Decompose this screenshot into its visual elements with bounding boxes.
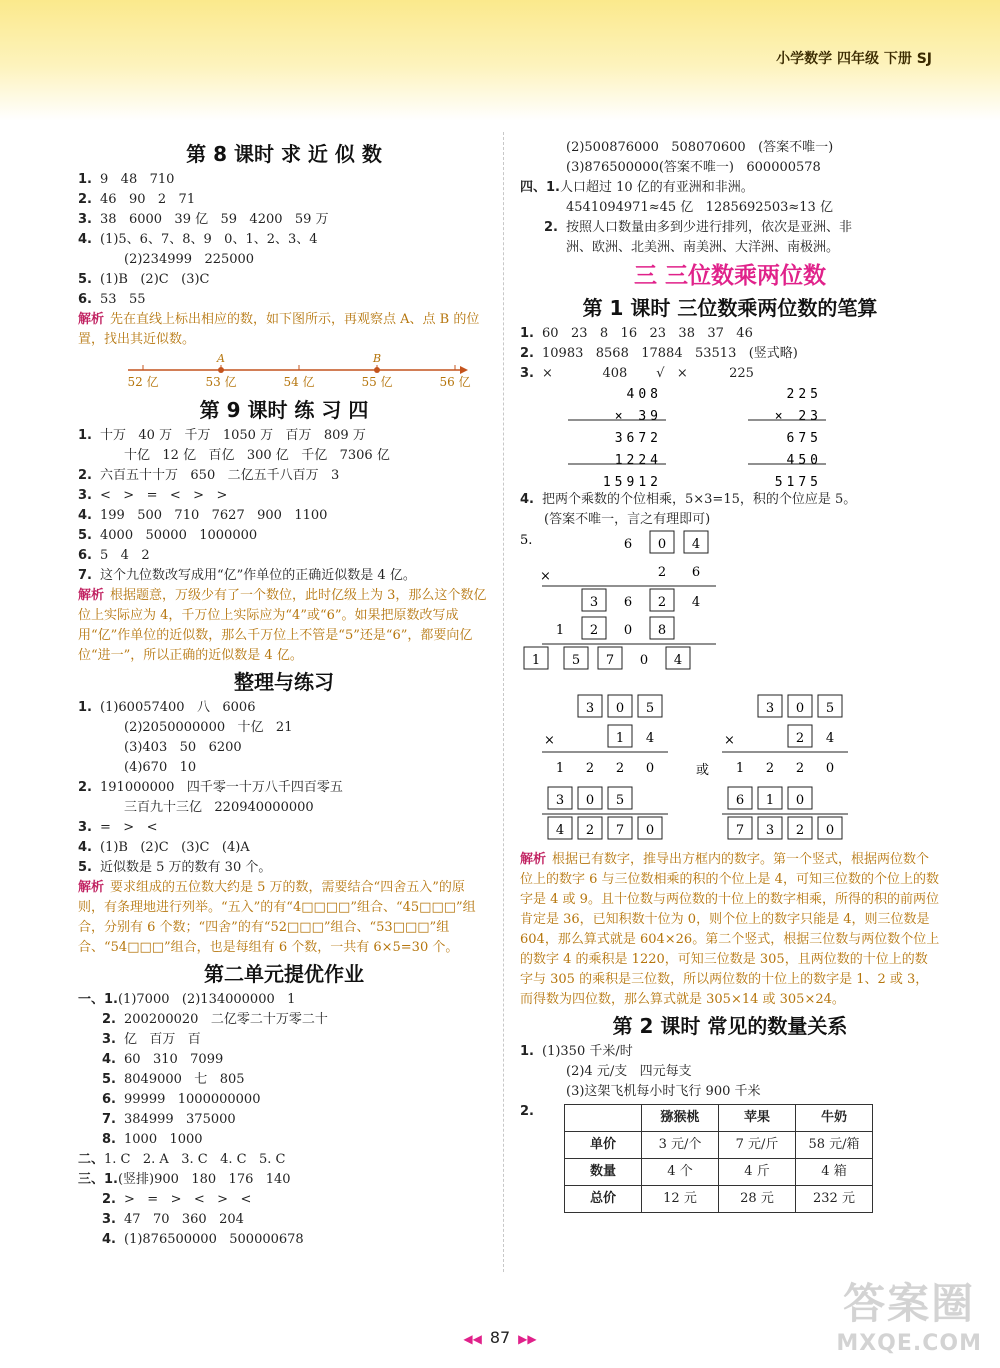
- answer-line: 4. 199 500 710 7627 900 1100: [78, 508, 328, 523]
- puzzle-digit: 7: [615, 823, 625, 838]
- left-column: [78, 138, 490, 1250]
- table-cell: 7 元/斤: [719, 1132, 796, 1159]
- lesson1-lines: [520, 324, 940, 384]
- answer-line: (3)这架飞机每小时飞行 900 千米: [566, 1084, 761, 1099]
- lesson8-lines: [78, 170, 490, 310]
- answer-line: 2. 191000000 四千零一十万八千四百零五: [78, 780, 343, 795]
- answer-line: 3. × 408 √ × 225: [520, 366, 754, 381]
- answer-line: 洲、欧洲、北美洲、南美洲、大洋洲、南极洲。: [566, 240, 840, 255]
- number-line-label: 53 亿: [205, 375, 237, 389]
- calc-row: 225: [786, 387, 822, 402]
- puzzle-digit: 1: [555, 623, 565, 638]
- puzzle-digit: 0: [825, 823, 835, 838]
- answer-line: 3. 38 6000 39 亿 59 4200 59 万: [78, 212, 329, 227]
- puzzle-digit: 2: [615, 761, 625, 776]
- review-explain: 解析 要求组成的五位数大约是 5 万的数，需要结合“四舍五入”的原则，有条理地进行列举。“五入”的有“4□□□□”组合、“45□□□”组合，分别有 6 个数；“四舍”的有“52□□□”组合、“53□□□”组合、“54□□□”组合，也是每组有 6 个数，一共有 6×5=30 个。: [78, 880, 476, 955]
- puzzle-digit: 1: [765, 793, 775, 808]
- puzzle-digit: 3: [589, 595, 599, 610]
- continued-lines: [520, 138, 940, 258]
- puzzle-digit: 3: [555, 793, 565, 808]
- puzzle-digit: 7: [605, 653, 615, 668]
- number-line-point: [374, 367, 380, 373]
- answer-line: 5. 近似数是 5 万的数有 30 个。: [78, 860, 272, 875]
- table-cell: 4 斤: [719, 1159, 796, 1186]
- lesson8-title: 第 8 课时 求 近 似 数: [186, 142, 382, 166]
- calc-row: 3672: [614, 431, 662, 446]
- calc-row: 675: [786, 431, 822, 446]
- puzzle-digit: 4: [673, 653, 683, 668]
- page-number: ◀◀ 87 ▶▶: [463, 1328, 537, 1347]
- answer-line: 3. 47 70 360 204: [102, 1212, 244, 1227]
- lesson9-explain: 解析 根据题意，万级少有了一个数位，此时亿级上为 3，那么这个数亿位上实际应为 4，千万位上实际应为“4”或“6”。如果把原数改写成用“亿”作单位的近似数，那么千万位上不管是“5”还是“6”，都要向亿位“进一”，所以正确的近似数是 4 亿。: [78, 588, 487, 663]
- answer-line: 6. 5 4 2: [78, 548, 150, 563]
- quantity-table: [564, 1104, 873, 1213]
- calc-row: 450: [786, 453, 822, 468]
- answer-line: 2. 按照人口数量由多到少进行排列，依次是亚洲、非: [544, 220, 853, 235]
- answer-line: 2. 200200020 二亿零二十万零二十: [102, 1012, 328, 1027]
- calc-row: × 39: [614, 409, 662, 424]
- answer-line: 4. (1)5、6、7、8、9 0、1、2、3、4: [78, 232, 318, 247]
- answer-line: 2. > = > < > <: [102, 1192, 252, 1207]
- answer-line: 4. (1)B (2)C (3)C (4)A: [78, 840, 250, 855]
- puzzle-symbol: ×: [724, 733, 735, 748]
- puzzle-digit: 4: [691, 537, 701, 552]
- table-cell: 232 元: [796, 1186, 873, 1213]
- puzzle-digit: 2: [795, 761, 805, 776]
- number-line-label: 52 亿: [127, 375, 159, 389]
- table-cell: 数量: [565, 1159, 642, 1186]
- calc-row: 1224: [614, 453, 662, 468]
- lesson1-explain: 解析 根据已有数字，推导出方框内的数字。第一个竖式，根据两位数个位上的数字 6 与三位数相乘的积的个位上是 4，可知三位数的个位上的数字是 4 或 9。且十位数与两位数的十位上的数字相乘，所得的积的前两位肯定是 36，已知积数十位为 0，则个位上的数字只能是 4，则三位数是 604，那么算式就是 604×26。第二个竖式，根据三位数与两位数个位上的数字 4 的乘积是 1220，可知三位数是 305，且两位数的十位上的数字与 305 的乘积是三位数，所以两位数的十位上的数字是 1、2 或 3，而得数为四位数，那么算式就是 305×14 或 305×24。: [520, 852, 940, 1007]
- unit2-title: 第二单元提优作业: [204, 962, 364, 986]
- table-header: [565, 1105, 642, 1132]
- answer-line: 3. < > = < > >: [78, 488, 228, 503]
- puzzle-digit: 0: [615, 701, 625, 716]
- puzzle-symbol: 5.: [520, 533, 533, 548]
- calc-row: × 23: [774, 409, 822, 424]
- answer-line: 5. 8049000 七 805: [102, 1072, 245, 1087]
- puzzle-digit: 2: [585, 823, 595, 838]
- calc-svg: [520, 384, 940, 490]
- answer-line: (2)4 元/支 四元每支: [566, 1064, 692, 1079]
- answer-line: 4541094971≈45 亿 1285692503≈13 亿: [566, 200, 833, 215]
- answer-line: 1. 60 23 8 16 23 38 37 46: [520, 326, 753, 341]
- number-line-label: 54 亿: [283, 375, 315, 389]
- review-lines: [78, 698, 490, 878]
- puzzle-digit: 2: [589, 623, 599, 638]
- q4-line: 4. 把两个乘数的个位相乘，5×3=15，积的个位应是 5。: [520, 492, 857, 507]
- table-cell: 4 个: [642, 1159, 719, 1186]
- puzzle-digit: 3: [765, 823, 775, 838]
- puzzle-digit: 0: [657, 537, 667, 552]
- column-divider: [503, 132, 504, 1272]
- puzzle-digit: 8: [657, 623, 667, 638]
- table-row: [565, 1132, 873, 1159]
- number-line-label: 56 亿: [439, 375, 471, 389]
- puzzle-digit: 6: [691, 565, 701, 580]
- puzzle-digit: 6: [735, 793, 745, 808]
- calc-row: 408: [626, 387, 662, 402]
- unit2-lines: [78, 990, 490, 1250]
- answer-line: 8. 1000 1000: [102, 1132, 203, 1147]
- answer-line: 三百九十三亿 220940000000: [124, 800, 314, 815]
- puzzle-digit: 1: [555, 761, 565, 776]
- puzzle-digit: 5: [645, 701, 655, 716]
- answer-line: (2)234999 225000: [124, 252, 255, 267]
- puzzle-digit: 1: [531, 653, 541, 668]
- answer-line: 6. 53 55: [78, 292, 146, 307]
- answer-line: 2. 10983 8568 17884 53513 (竖式略): [520, 346, 798, 361]
- answer-line: 四、1.人口超过 10 亿的有亚洲和非洲。: [520, 180, 754, 195]
- table-cell: 12 元: [642, 1186, 719, 1213]
- quantity-table-wrap: 2. 猕猴桃 苹果 牛奶 单价 3 元/个 7 元/斤 58 元/箱 数量 4 个 4 斤 4 箱 总价 12 元 28 元 232 元: [520, 1102, 940, 1213]
- answer-line: 7. 384999 375000: [102, 1112, 236, 1127]
- answer-line: 6. 99999 1000000000: [102, 1092, 261, 1107]
- puzzle-digit: 0: [645, 823, 655, 838]
- lesson9-lines: [78, 426, 490, 586]
- answer-line: 三、1.(竖排)900 180 176 140: [78, 1172, 291, 1187]
- answer-line: (2)500876000 508070600 (答案不唯一): [566, 140, 834, 155]
- puzzle-digit: 0: [795, 793, 805, 808]
- puzzle-digit: 6: [623, 595, 633, 610]
- puzzle-svg: [520, 530, 940, 850]
- answer-line: (3)403 50 6200: [124, 740, 242, 755]
- puzzle-digit: 6: [623, 537, 633, 552]
- vertical-calculations: [520, 384, 940, 490]
- puzzle-digit: 0: [585, 793, 595, 808]
- answer-line: 5. 4000 50000 1000000: [78, 528, 258, 543]
- prev-arrows-icon: ◀◀: [463, 1332, 482, 1346]
- answer-line: (3)876500000(答案不唯一) 600000578: [566, 160, 821, 175]
- puzzle-symbol: ×: [544, 733, 555, 748]
- puzzle-digit: 0: [623, 623, 633, 638]
- answer-line: 5. (1)B (2)C (3)C: [78, 272, 210, 287]
- answer-line: 1. 十万 40 万 千万 1050 万 百万 809 万: [78, 428, 366, 443]
- lesson2-lines: [520, 1042, 940, 1102]
- puzzle-digit: 1: [735, 761, 745, 776]
- watermark: 答案圈 MXQE.COM: [836, 1279, 982, 1356]
- table-cell: 总价: [565, 1186, 642, 1213]
- puzzle-digit: 0: [825, 761, 835, 776]
- table-cell: 4 箱: [796, 1159, 873, 1186]
- table-header: 苹果: [719, 1105, 796, 1132]
- puzzle-digit: 2: [657, 565, 667, 580]
- puzzle-digit: 5: [571, 653, 581, 668]
- puzzle-digit: 4: [645, 731, 655, 746]
- puzzle-digit: 2: [795, 823, 805, 838]
- puzzle-digit: 2: [657, 595, 667, 610]
- puzzle-digit: 7: [735, 823, 745, 838]
- number-line-point-label: B: [372, 352, 382, 365]
- answer-line: 7. 这个九位数改写成用“亿”作单位的正确近似数是 4 亿。: [78, 568, 416, 583]
- table-cell: 3 元/个: [642, 1132, 719, 1159]
- unit3-title: 三 三位数乘两位数: [633, 263, 826, 289]
- puzzle-digit: 3: [765, 701, 775, 716]
- answer-line: 4. 60 310 7099: [102, 1052, 224, 1067]
- answer-line: 1. 9 48 710: [78, 172, 175, 187]
- puzzle-digit: 5: [825, 701, 835, 716]
- answer-line: 1. (1)60057400 八 6006: [78, 700, 256, 715]
- lesson2-title: 第 2 课时 常见的数量关系: [612, 1014, 848, 1038]
- answer-line: 二、1. C 2. A 3. C 4. C 5. C: [78, 1152, 286, 1167]
- puzzle-digit: 1: [615, 731, 625, 746]
- lesson1-title: 第 1 课时 三位数乘两位数的笔算: [582, 296, 878, 320]
- number-line-point-label: A: [217, 352, 225, 365]
- digit-puzzles: [520, 530, 940, 850]
- puzzle-digit: 5: [615, 793, 625, 808]
- answer-line: 3. 亿 百万 百: [102, 1032, 201, 1047]
- answer-line: 2. 46 90 2 71: [78, 192, 196, 207]
- puzzle-digit: 0: [645, 761, 655, 776]
- q4-note: (答案不唯一，言之有理即可): [544, 512, 711, 527]
- answer-line: (2)2050000000 十亿 21: [124, 720, 293, 735]
- calc-row: 15912: [602, 475, 662, 490]
- number-line-svg: [118, 352, 478, 392]
- puzzle-digit: 4: [691, 595, 701, 610]
- table-cell: 58 元/箱: [796, 1132, 873, 1159]
- puzzle-digit: 2: [585, 761, 595, 776]
- puzzle-digit: 0: [639, 653, 649, 668]
- number-line-point: [218, 367, 224, 373]
- puzzle-digit: 0: [795, 701, 805, 716]
- answer-line: 3. = > <: [78, 820, 158, 835]
- answer-line: 4. (1)876500000 500000678: [102, 1232, 304, 1247]
- puzzle-digit: 3: [585, 701, 595, 716]
- calc-row: 5175: [774, 475, 822, 490]
- table-row: [565, 1186, 873, 1213]
- table-header: 牛奶: [796, 1105, 873, 1132]
- number-line-label: 55 亿: [361, 375, 393, 389]
- table-header: 猕猴桃: [642, 1105, 719, 1132]
- puzzle-symbol: 或: [696, 763, 710, 778]
- next-arrows-icon: ▶▶: [518, 1332, 537, 1346]
- puzzle-digit: 4: [825, 731, 835, 746]
- table-row: [565, 1159, 873, 1186]
- answer-line: 十亿 12 亿 百亿 300 亿 千亿 7306 亿: [124, 448, 390, 463]
- puzzle-digit: 4: [555, 823, 565, 838]
- answer-line: 1. (1)350 千米/时: [520, 1044, 633, 1059]
- table-cell: 28 元: [719, 1186, 796, 1213]
- puzzle-symbol: ×: [540, 569, 551, 584]
- answer-line: 2. 六百五十十万 650 二亿五千八百万 3: [78, 468, 340, 483]
- answer-line: 一、1.(1)7000 (2)134000000 1: [78, 992, 296, 1007]
- book-title: 小学数学 四年级 下册 SJ: [776, 51, 932, 67]
- right-column: [520, 138, 940, 1213]
- review-title: 整理与练习: [234, 670, 334, 694]
- number-line: [118, 352, 478, 392]
- puzzle-digit: 2: [795, 731, 805, 746]
- lesson9-title: 第 9 课时 练 习 四: [199, 398, 369, 422]
- lesson8-explain: 解析 先在直线上标出相应的数，如下图所示，再观察点 A、点 B 的位置，找出其近似数。: [78, 312, 480, 347]
- table-cell: 单价: [565, 1132, 642, 1159]
- answer-line: (4)670 10: [124, 760, 197, 775]
- puzzle-digit: 2: [765, 761, 775, 776]
